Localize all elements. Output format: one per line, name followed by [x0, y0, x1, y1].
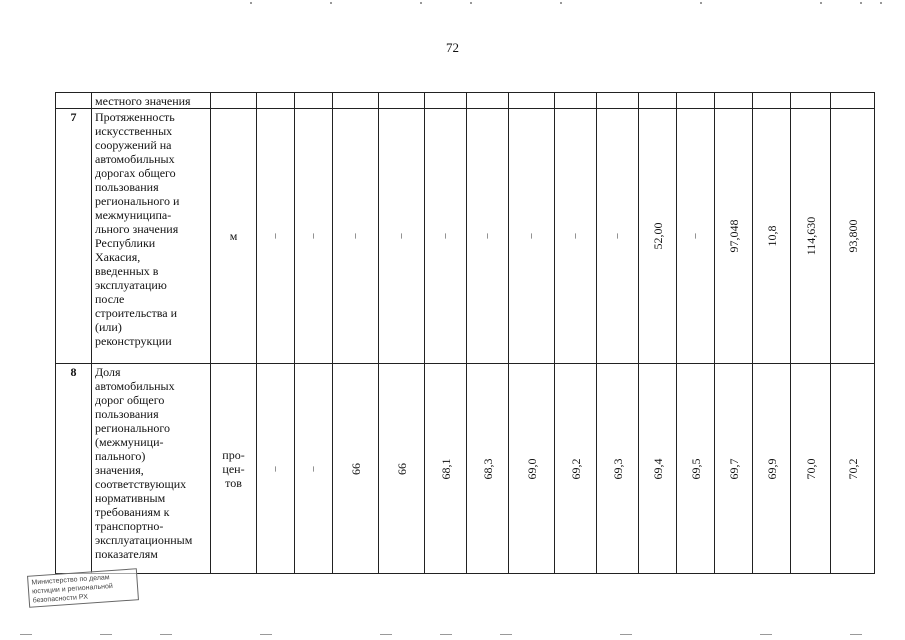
table-cell-value: [639, 364, 677, 574]
text-line: пального): [95, 449, 146, 463]
text-line: тов: [225, 475, 242, 490]
text-line: эксплуатацию: [95, 278, 167, 292]
value-text: –: [307, 466, 319, 471]
scan-artifact: [860, 2, 862, 4]
text-line: транспортно-: [95, 519, 164, 533]
value-text: 66: [394, 462, 409, 475]
table-cell-value: [555, 109, 597, 364]
table-cell-number: [56, 93, 92, 109]
scan-artifacts-bottom: [0, 630, 905, 640]
scan-artifact: [620, 634, 632, 635]
scan-artifact: [20, 634, 32, 635]
text-line: строительства и: [95, 306, 177, 320]
value-text: 69,0: [524, 458, 539, 479]
value-text: 69,9: [764, 458, 779, 479]
table-cell-value: [597, 364, 639, 574]
text-line: Доля: [95, 365, 121, 379]
table-cell-value: [257, 364, 295, 574]
value-text: 10,8: [764, 225, 779, 247]
table-cell-value: [379, 364, 425, 574]
table-row: [56, 364, 875, 574]
text-line: введенных в: [95, 264, 159, 278]
table-cell-value: [555, 364, 597, 574]
table-cell-value: [425, 109, 467, 364]
value-text: 70,0: [803, 458, 818, 479]
value-text: 70,2: [845, 458, 860, 479]
scan-artifact: [880, 2, 882, 4]
text-line: сооружений на: [95, 138, 172, 152]
scan-artifact: [560, 2, 562, 4]
table-cell-value: [467, 109, 509, 364]
scan-artifact: [250, 2, 252, 4]
table-cell-value: [509, 109, 555, 364]
table-cell-value: [791, 364, 831, 574]
value-text: –: [307, 233, 319, 239]
text-line: значения,: [95, 463, 144, 477]
text-line: соответствующих: [95, 477, 187, 491]
table-cell-value: [295, 364, 333, 574]
scan-artifact: [470, 2, 472, 4]
table-cell-number: 8: [56, 364, 92, 574]
value-text: 69,5: [688, 458, 703, 479]
table-cell-value: [677, 109, 715, 364]
text-line: льного значения: [95, 222, 179, 236]
value-text: 69,3: [610, 458, 625, 479]
scan-artifacts-top: [0, 0, 905, 8]
value-text: –: [269, 466, 281, 471]
scan-artifact: [820, 2, 822, 4]
text-line: Протяженность: [95, 110, 175, 124]
value-text: 52,00: [650, 222, 665, 250]
value-text: –: [689, 233, 701, 239]
stamp-line: юстиции и региональной: [31, 582, 114, 596]
value-text: –: [349, 233, 361, 239]
value-text: –: [481, 233, 493, 239]
text-line: дорогах общего: [95, 166, 176, 180]
table-cell-unit: [211, 109, 257, 364]
text-line: автомобильных: [95, 152, 175, 166]
value-text: –: [569, 233, 581, 239]
value-text: –: [395, 233, 407, 239]
registration-stamp: [27, 568, 139, 608]
scan-artifact: [420, 2, 422, 4]
table-row: [56, 93, 875, 109]
table-cell-value: [509, 364, 555, 574]
scan-artifact: [260, 634, 272, 635]
table-row: [56, 109, 875, 364]
text-line: нормативным: [95, 491, 166, 505]
text-line: автомобильных: [95, 379, 175, 393]
table-cell-unit: [211, 364, 257, 574]
table-cell-name: [92, 364, 211, 574]
value-text: 69,4: [650, 458, 665, 479]
text-line: Республики: [95, 236, 156, 250]
table-cell-value: [715, 364, 753, 574]
scan-artifact: [500, 634, 512, 635]
text-line: м: [229, 229, 238, 243]
text-line: про-: [222, 447, 245, 462]
scan-artifact: [100, 634, 112, 635]
table-cell-value: [715, 109, 753, 364]
value-text: 93,800: [845, 219, 860, 253]
table-cell-value: [639, 109, 677, 364]
table-cell-value: [333, 364, 379, 574]
text-line: регионального: [95, 421, 171, 435]
scan-artifact: [850, 634, 862, 635]
table-cell-value: [379, 109, 425, 364]
text-line: пользования: [95, 407, 159, 421]
scan-artifact: [440, 634, 452, 635]
page-number: 72: [446, 40, 459, 55]
table-cell-name: местного значения: [92, 93, 211, 109]
table-cell-number: 7: [56, 109, 92, 364]
text-line: межмуниципа-: [95, 208, 172, 222]
table-cell-value: [467, 364, 509, 574]
scan-artifact: [700, 2, 702, 4]
text-line: (межмуници-: [95, 435, 164, 449]
value-text: –: [439, 233, 451, 239]
text-line: (или): [95, 320, 122, 334]
table-cell-name: [92, 109, 211, 364]
indicators-table: [55, 92, 875, 574]
table-cell-value: [753, 109, 791, 364]
value-text: 66: [348, 462, 363, 475]
text-line: реконструкции: [95, 334, 172, 348]
text-line: требованиям к: [95, 505, 170, 519]
table-cell-value: [791, 109, 831, 364]
value-text: 68,1: [438, 458, 453, 479]
value-text: –: [611, 233, 623, 239]
table-cell-value: [333, 109, 379, 364]
table-cell-value: [295, 109, 333, 364]
table-cell-value: [753, 364, 791, 574]
value-text: –: [525, 233, 537, 239]
value-text: 69,2: [568, 458, 583, 479]
table-cell-value: [677, 364, 715, 574]
table-cell-value: [831, 109, 875, 364]
table-cell-value: [597, 109, 639, 364]
scan-artifact: [330, 2, 332, 4]
table-cell-value: [831, 364, 875, 574]
value-text: 97,048: [726, 219, 741, 253]
table-cell-value: [257, 109, 295, 364]
text-line: регионального и: [95, 194, 180, 208]
value-text: 114,630: [803, 216, 818, 256]
scan-artifact: [380, 634, 392, 635]
value-text: –: [269, 233, 281, 239]
text-line: показателям: [95, 547, 158, 561]
text-line: эксплуатационным: [95, 533, 193, 547]
text-line: дорог общего: [95, 393, 165, 407]
text-line: пользования: [95, 180, 159, 194]
stamp-line: Министерство по делам: [31, 574, 110, 587]
value-text: 69,7: [726, 458, 741, 479]
stamp-line: безопасности РХ: [32, 593, 89, 605]
scan-artifact: [760, 634, 772, 635]
text-line: искусственных: [95, 124, 173, 138]
text-line: цен-: [222, 461, 245, 476]
table-cell-value: [425, 364, 467, 574]
value-text: 68,3: [480, 458, 495, 479]
scan-artifact: [160, 634, 172, 635]
text-line: после: [95, 292, 125, 306]
text-line: Хакасия,: [95, 250, 141, 264]
